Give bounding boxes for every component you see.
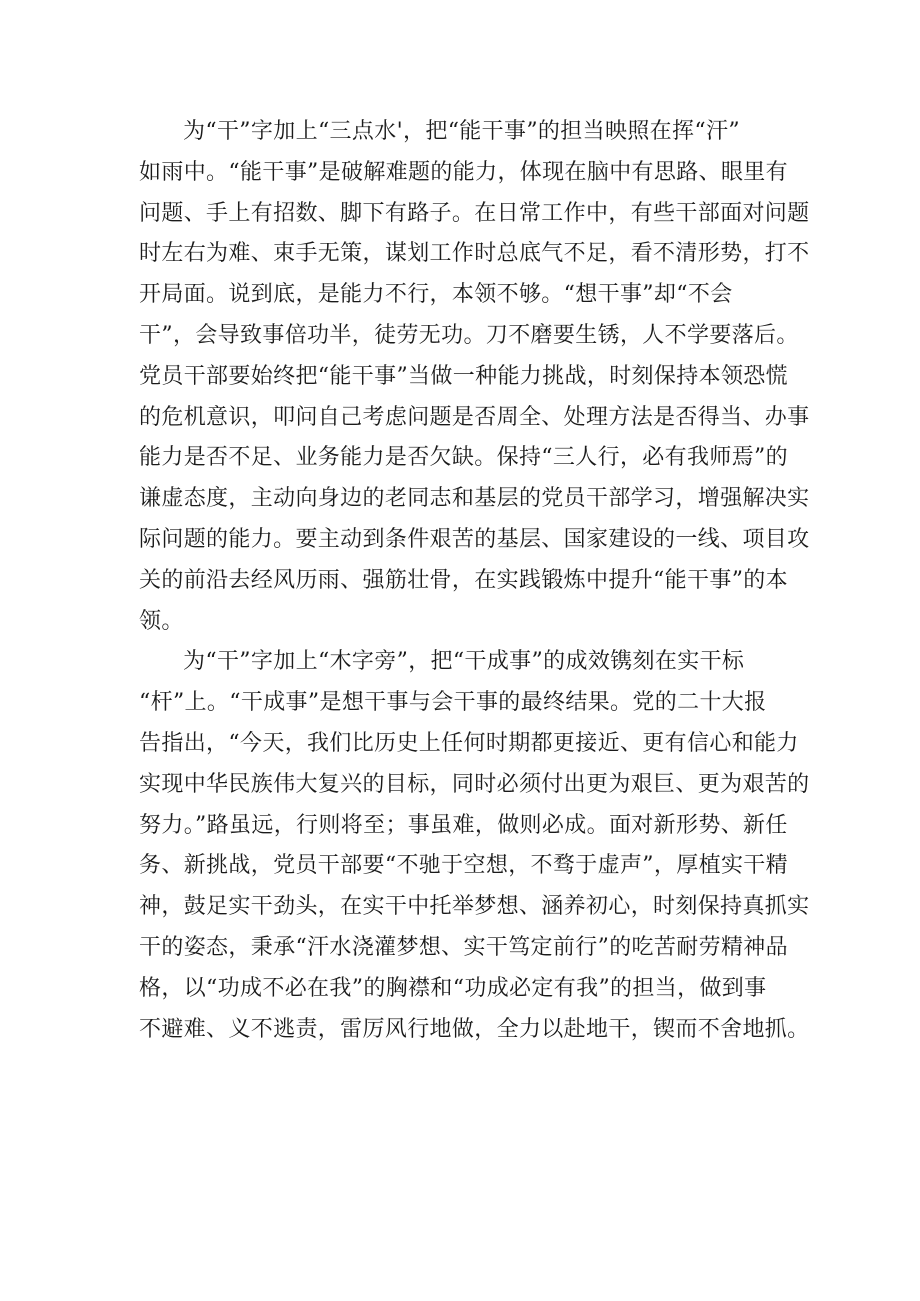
text-line: 干的姿态，秉承“汗水浇灌梦想、实干笃定前行”的吃苦耐劳精神品 [139, 934, 788, 960]
text-line: 不避难、义不逃责，雷厉风行地做，全力以赴地干，锲而不舍地抓。 [139, 1016, 810, 1042]
article-body [139, 112, 810, 1050]
text-line: 党员干部要始终把“能干事”当做一种能力挑战，时刻保持本领恐慌 [139, 363, 788, 389]
text-line: 格，以“功成不必在我”的胸襟和“功成必定有我”的担当，做到事 [139, 975, 767, 1001]
text-line: 实现中华民族伟大复兴的目标，同时必须付出更为艰巨、更为艰苦的 [139, 771, 810, 797]
text-line: 能力是否不足、业务能力是否欠缺。保持“三人行，必有我师焉”的 [139, 445, 788, 471]
text-line: 问题、手上有招数、脚下有路子。在日常工作中，有些干部面对问题 [139, 200, 810, 226]
paragraph-1 [139, 112, 810, 642]
text-line: 关的前沿去经风历雨、强筋壮骨，在实践锻炼中提升“能干事”的本 [139, 567, 788, 593]
text-line: 为“干”字加上“三点水'，把“能干事”的担当映照在挥“汗” [183, 119, 740, 144]
paragraph-2 [139, 642, 810, 1050]
text-line: 为“干”字加上“木字旁”，把“干成事”的成效镌刻在实干标 [183, 649, 745, 675]
text-line: 神，鼓足实干劲头，在实干中托举梦想、涵养初心，时刻保持真抓实 [139, 894, 810, 920]
text-line: 告指出，“今天，我们比历史上任何时期都更接近、更有信心和能力 [139, 730, 799, 756]
text-line: 领。 [139, 608, 184, 634]
text-line: 如雨中。“能干事”是破解难题的能力，体现在脑中有思路、眼里有 [139, 159, 788, 185]
text-line: 务、新挑战，党员干部要“不驰于空想，不骛于虚声”，厚植实干精 [139, 853, 788, 879]
text-line: 努力。”路虽远，行则将至；事虽难，做则必成。面对新形势、新任 [139, 812, 788, 838]
text-line: “杆”上。“干成事”是想干事与会干事的最终结果。党的二十大报 [139, 690, 767, 716]
text-line: 开局面。说到底，是能力不行，本领不够。“想干事”却“不会 [139, 282, 733, 308]
text-line: 的危机意识，叩问自己考虑问题是否周全、处理方法是否得当、办事 [139, 404, 810, 430]
text-line: 干”，会导致事倍功半，徒劳无功。刀不磨要生锈，人不学要落后。 [139, 322, 799, 348]
text-line: 际问题的能力。要主动到条件艰苦的基层、国家建设的一线、项目攻 [139, 526, 810, 552]
text-line: 时左右为难、束手无策，谋划工作时总底气不足，看不清形势，打不 [139, 241, 810, 267]
text-line: 谦虚态度，主动向身边的老同志和基层的党员干部学习，增强解决实 [139, 486, 810, 512]
